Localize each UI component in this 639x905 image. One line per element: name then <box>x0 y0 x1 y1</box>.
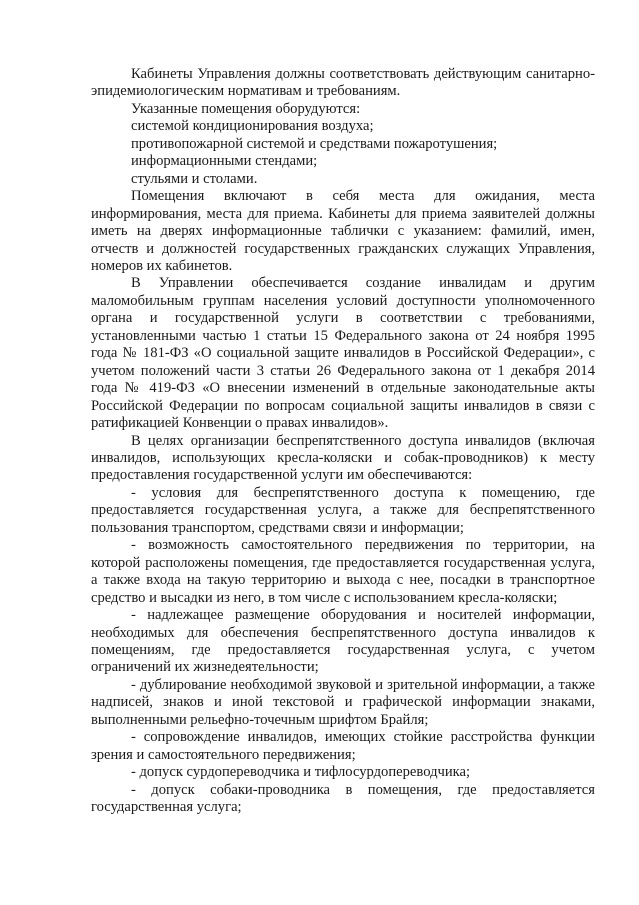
paragraph-equipment-ventilation: системой кондиционирования воздуха; <box>131 118 374 135</box>
paragraph-accessibility-law: В Управлении обеспечивается создание инвалидам и другим маломобильным группам населения условий доступности уполномоченного органа и государственной услуги в соответствии с требованиями, установленными частью 1 статьи 15 Федерального закона от 24 ноября 1995 года № 181-ФЗ «О социальной защите инвалидов в Российской Федерации», с учетом положений части 3 статьи 26 Федерального закона от 1 декабря 2014 года № 419-ФЗ «О внесении изменений в отдельные законодательные акты Российской Федерации по вопросам социальной защиты инвалидов в связи с ратификацией Конвенции о правах инвалидов». <box>91 275 595 432</box>
paragraph-equipment-stands: информационными стендами; <box>131 153 318 170</box>
list-item-movement: - возможность самостоятельного передвижения по территории, на которой расположены помещения, где предоставляется государственная услуга, а также входа на такую территорию и выхода с нее, посадки в транспортное средство и высадки из него, в том числе с использованием кресла-коляски; <box>91 537 595 606</box>
list-item-escort: - сопровождение инвалидов, имеющих стойкие расстройства функции зрения и самостоятельного передвижения; <box>91 729 595 763</box>
paragraph-equipment-intro: Указанные помещения оборудуются: <box>131 100 361 117</box>
list-item-access-conditions: - условия для беспрепятственного доступа к помещению, где предоставляется государственная услуга, а также для беспрепятственного пользования транспортом, средствами связи и информации; <box>91 484 595 536</box>
list-item-sign-interpreter: - допуск сурдопереводчика и тифлосурдопереводчика; <box>131 764 471 781</box>
paragraph-premises-places: Помещения включают в себя места для ожидания, места информирования, места для приема. Кабинеты для приема заявителей должны иметь на дверях информационные таблички с указанием: фамилий, имен, отчеств и должностей государственных гражданских служащих Управления, номеров их кабинетов. <box>91 188 595 274</box>
list-item-braille: - дублирование необходимой звуковой и зрительной информации, а также надписей, знаков и иной текстовой и графической информации знаками, выполненными рельефно-точечным шрифтом Брайля; <box>91 676 595 728</box>
list-item-equipment-placement: - надлежащее размещение оборудования и носителей информации, необходимых для обеспечения беспрепятственного доступа инвалидов к помещениям, где предоставляется государственная услуга, с учетом ограничений их жизнедеятельности; <box>91 607 595 676</box>
paragraph-equipment-fire: противопожарной системой и средствами пожаротушения; <box>131 135 498 152</box>
paragraph-equipment-chairs: стульями и столами. <box>131 170 258 187</box>
paragraph-accessibility-intro: В целях организации беспрепятственного доступа инвалидов (включая инвалидов, использующих кресла-коляски и собак-проводников) к месту предоставления государственной услуги им обеспечиваются: <box>91 432 595 484</box>
list-item-guide-dog: - допуск собаки-проводника в помещения, где предоставляется государственная услуга; <box>91 781 595 816</box>
document-body <box>91 66 595 816</box>
paragraph-cabinets-requirements: Кабинеты Управления должны соответствовать действующим санитарно-эпидемиологическим нормативам и требованиям. <box>91 66 595 100</box>
